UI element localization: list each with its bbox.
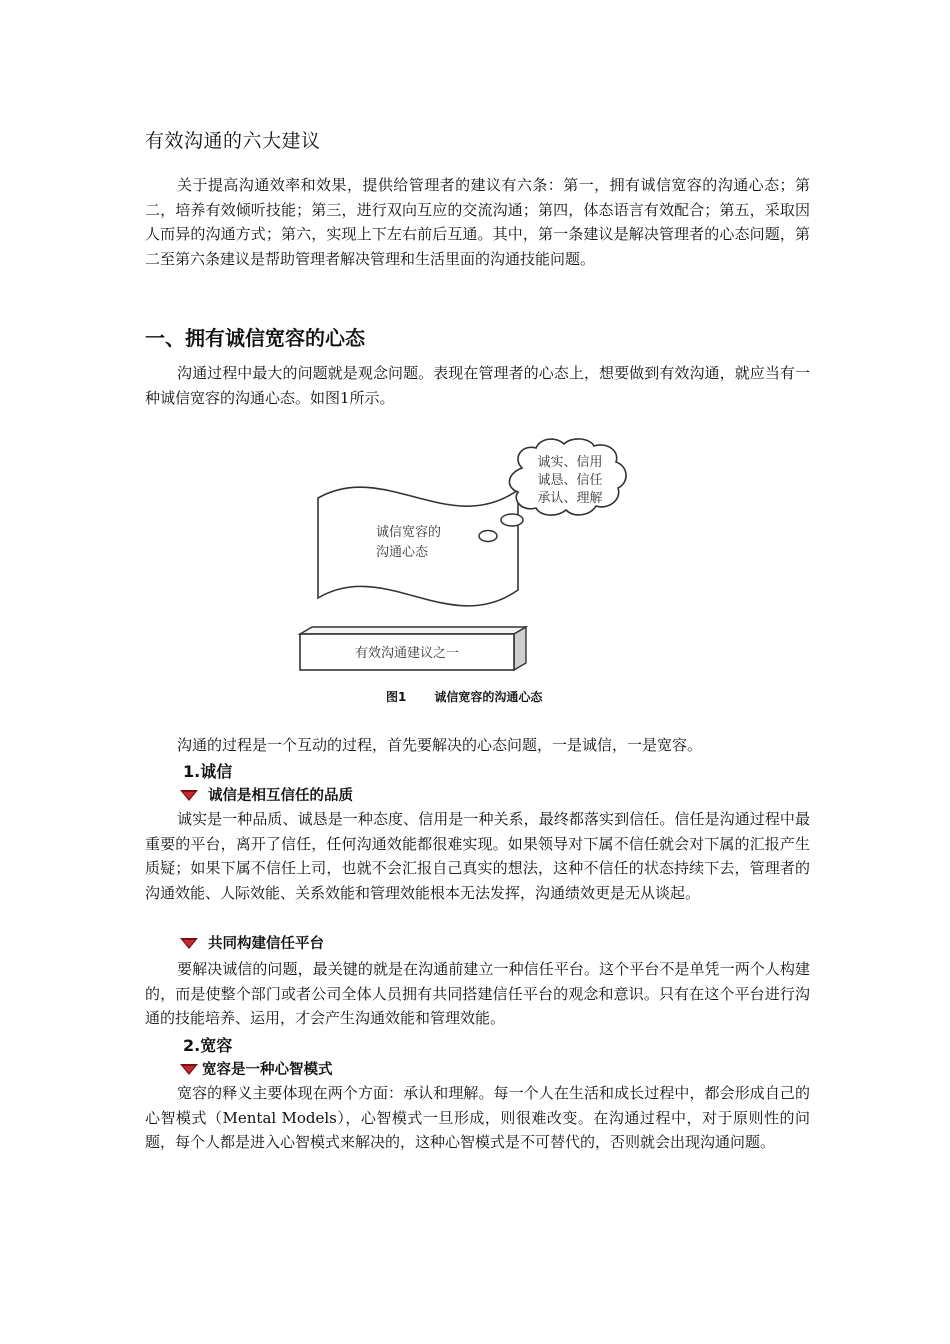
bullet-item: [178, 932, 324, 953]
section-paragraph: 沟通过程中最大的问题就是观念问题。表现在管理者的心态上，想要做到有效沟通，就应当有一种诚信宽容的沟通心态。如图1所示。: [145, 364, 810, 407]
flag-line-1: 诚信宽容的: [376, 525, 442, 540]
subsection-heading: 1.诚信: [183, 762, 233, 781]
subsection-heading: 2.宽容: [183, 1036, 233, 1055]
bullet-label: 共同构建信任平台: [208, 936, 324, 952]
figure-caption: [386, 688, 542, 705]
arrow-bullet-icon: [178, 935, 200, 951]
bullet-item: [178, 1058, 333, 1079]
bullet-label: 诚信是相互信任的品质: [208, 788, 353, 804]
cloud-line-3: 承认、理解: [537, 491, 603, 506]
intro-paragraph: 关于提高沟通效率和效果，提供给管理者的建议有六条：第一，拥有诚信宽容的沟通心态；第二，培养有效倾听技能；第三，进行双向互应的交流沟通；第四，体态语言有效配合；第五，采取因人而异的沟通方式；第六，实现上下左右前后互通。其中，第一条建议是解决管理者的心态问题，第二至第六条建议是帮助管理者解决管理和生活里面的沟通技能问题。: [145, 176, 810, 268]
figure-caption-text: 诚信宽容的沟通心态: [434, 690, 543, 704]
cloud-line-2: 诚恳、信任: [537, 473, 603, 488]
arrow-bullet-icon: [178, 1061, 200, 1077]
document-title: 有效沟通的六大建议: [145, 130, 321, 152]
body-paragraph: 要解决诚信的问题，最关键的就是在沟通前建立一种信任平台。这个平台不是单凭一两个人构建的，而是使整个部门或者公司全体人员拥有共同搭建信任平台的观念和意识。只有在这个平台进行沟通的技能培养、运用，才会产生沟通效能和管理效能。: [145, 960, 810, 1028]
body-paragraph: 宽容的释义主要体现在两个方面：承认和理解。每一个人在生活和成长过程中，都会形成自己的心智模式（Mental Models），心智模式一旦形成，则很难改变。在沟通过程中，对于原则性的问题，每个人都是进入心智模式来解决的，这种心智模式是不可替代的，否则就会出现沟通问题。: [145, 1084, 810, 1152]
section-paragraph: 沟通的过程是一个互动的过程，首先要解决的心态问题，一是诚信，一是宽容。: [177, 736, 703, 754]
base-label: 有效沟通建议之一: [354, 646, 460, 661]
flag-line-2: 沟通心态: [376, 545, 429, 560]
bullet-label: 宽容是一种心智模式: [202, 1062, 333, 1078]
section-heading: 一、拥有诚信宽容的心态: [145, 326, 365, 350]
arrow-bullet-icon: [178, 787, 200, 803]
body-paragraph: 诚实是一种品质、诚恳是一种态度、信用是一种关系，最终都落实到信任。信任是沟通过程中最重要的平台，离开了信任，任何沟通效能都很难实现。如果领导对下属不信任就会对下属的汇报产生质疑；如果下属不信任上司，也就不会汇报自己真实的想法，这种不信任的状态持续下去，管理者的沟通效能、人际效能、关系效能和管理效能根本无法发挥，沟通绩效更是无从谈起。: [145, 810, 810, 902]
figure-illustration: [290, 438, 660, 678]
bullet-item: [178, 784, 353, 805]
cloud-line-1: 诚实、信用: [537, 455, 603, 470]
figure-caption-number: 图1: [386, 690, 407, 704]
